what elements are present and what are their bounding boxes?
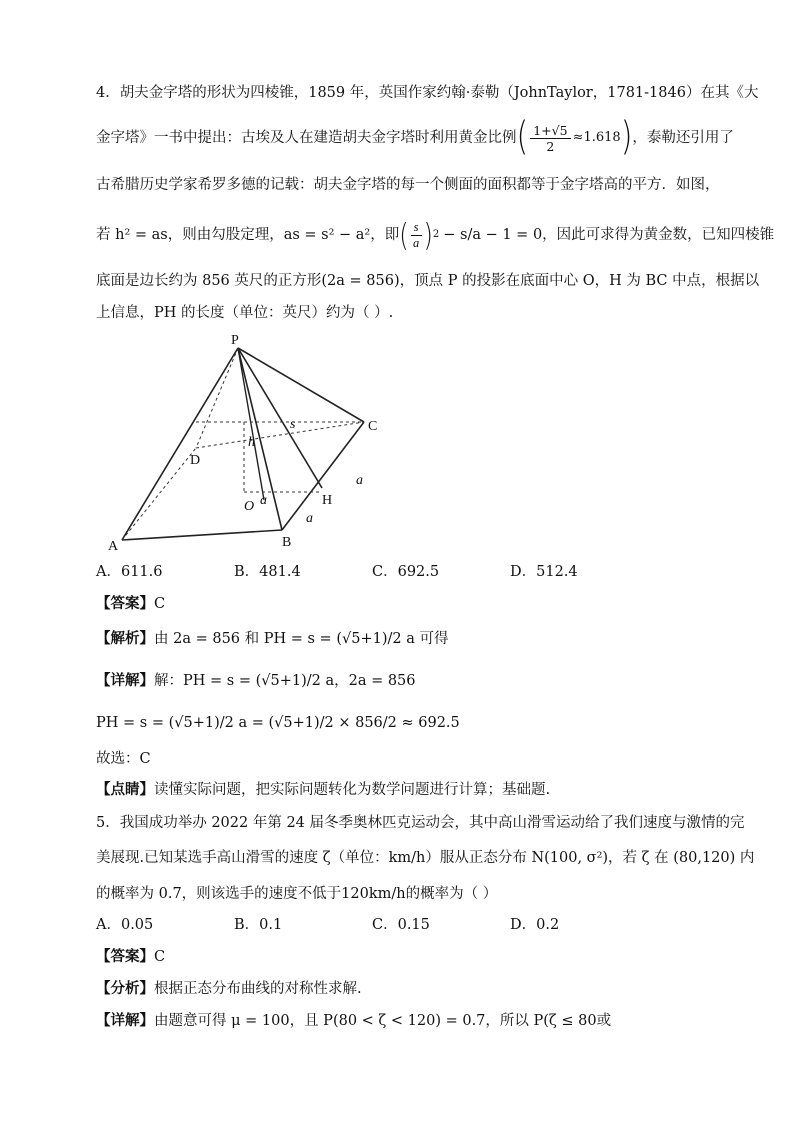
analysis-text: 由 2a = 856 和 PH = s = (√5+1)/2 a 可得 [154,631,449,647]
q4-line-4-tail: 为黄金数，已知四棱锥 [629,227,775,243]
q5-option-d: D．0.2 [510,917,560,933]
q4-line-4-text: 若 h² = as，则由勾股定理，as = s² − a²，即 [96,227,400,243]
comment-text: 读懂实际问题，把实际问题转化为数学问题进行计算；基础题. [154,782,551,798]
s-over-a-fraction [411,220,422,251]
q5-option-c: C．0.15 [372,917,430,933]
q5-answer [96,946,165,968]
q5-analysis [96,978,362,1000]
answer-value: C [154,596,166,612]
pyramid-figure [100,330,400,558]
q4-line-3: 古希腊历史学家希罗多德的记载：胡夫金字塔的每一个侧面的面积都等于金字塔高的平方．如图， [96,177,720,193]
q4-option-a: A．611.6 [96,564,163,580]
q5-line-3: 的概率为 0.7，则该选手的速度不低于120km/h的概率为（ ） [96,886,498,902]
q4-line-6: 上信息，PH 的长度（单位：英尺）约为（ ）. [96,305,394,321]
q5-detail-tag: 【详解】 [96,1012,154,1029]
q4-line-4-mid: − s/a − 1 = 0，因此可求得 [443,227,630,243]
q5-answer-value: C [154,949,166,965]
q5-detail-text: 由题意可得 μ = 100，且 P(80 < ζ < 120) = 0.7，所以 P(ζ ≤ 80或 [154,1013,612,1029]
label-A: A [108,539,119,554]
q5-answer-tag: 【答案】 [96,948,154,965]
q4-answer [96,593,165,615]
paren-close: ) [423,216,433,254]
golden-ratio-approx: ≈1.618 [572,130,621,145]
paren-open: ( [399,216,409,254]
q4-option-b: B．481.4 [234,564,301,580]
golden-ratio-denominator: 2 [546,138,555,154]
label-B: B [282,535,292,550]
q4-option-c: C．692.5 [372,564,440,580]
golden-ratio-fraction [530,123,570,154]
q4-comment [96,779,550,801]
analysis-tag: 【解析】 [96,630,154,647]
right-paren: ) [620,114,633,161]
answer-tag: 【答案】 [96,595,154,612]
q4-line-4 [96,218,774,252]
square-exponent: 2 [432,229,440,240]
comment-tag: 【点睛】 [96,781,154,798]
q5-analysis-text: 根据正态分布曲线的对称性求解. [154,981,362,997]
label-a-3: a [356,473,363,488]
q4-analysis [96,628,448,650]
edge-AB [122,530,282,540]
q4-line-2-tail: ，泰勒还引用了 [632,130,734,146]
edge-PC [238,348,364,422]
q5-option-a: A．0.05 [96,917,154,933]
hidden-edge-PD [196,348,238,448]
label-O: O [244,499,255,514]
frac-a: a [412,235,420,250]
hidden-edge-DC [196,422,364,448]
left-paren: ( [516,114,529,161]
q5-line-1: 5．我国成功举办 2022 年第 24 届冬季奥林匹克运动会，其中高山滑雪运动给了我们速度与激情的完 [96,815,745,831]
label-H: H [322,493,333,508]
q5-option-b: B．0.1 [234,917,283,933]
q4-line-1: 4．胡夫金字塔的形状为四棱锥，1859 年，英国作家约翰·泰勒（JohnTaylor，1781-1846）在其《大 [96,85,759,101]
detail-line-1: 解：PH = s = (√5+1)/2 a，2a = 856 [154,673,416,689]
label-C: C [368,419,378,434]
q5-line-2: 美展现.已知某选手高山滑雪的速度 ζ（单位：km/h）服从正态分布 N(100, σ²)，若 ζ 在 (80,120) 内 [96,850,755,866]
q4-detail [96,670,416,692]
golden-ratio-numerator: 1+√5 [530,123,570,139]
q4-line-2 [96,114,734,161]
label-h: h [248,435,255,450]
label-a-2: a [306,511,313,526]
q5-analysis-tag: 【分析】 [96,980,154,997]
q4-choose: 故选：C [96,751,151,767]
label-a-1: a [260,493,267,508]
edge-BC [282,422,364,530]
detail-tag: 【详解】 [96,672,154,689]
q5-detail [96,1010,611,1032]
frac-s: s [411,220,422,236]
label-s: s [290,417,296,432]
q4-line-2-text: 金字塔》一书中提出：古埃及人在建造胡夫金字塔时利用黄金比例 [96,130,517,146]
label-D: D [190,453,201,468]
hidden-edge-AD [122,448,196,540]
q4-line-5: 底面是边长约为 856 英尺的正方形(2a = 856)，顶点 P 的投影在底面中心 O，H 为 BC 中点，根据以 [96,273,760,289]
q4-detail-line-2: PH = s = (√5+1)/2 a = (√5+1)/2 × 856/2 ≈ 692.5 [96,715,460,731]
label-P: P [231,333,239,348]
q4-option-d: D．512.4 [510,564,578,580]
